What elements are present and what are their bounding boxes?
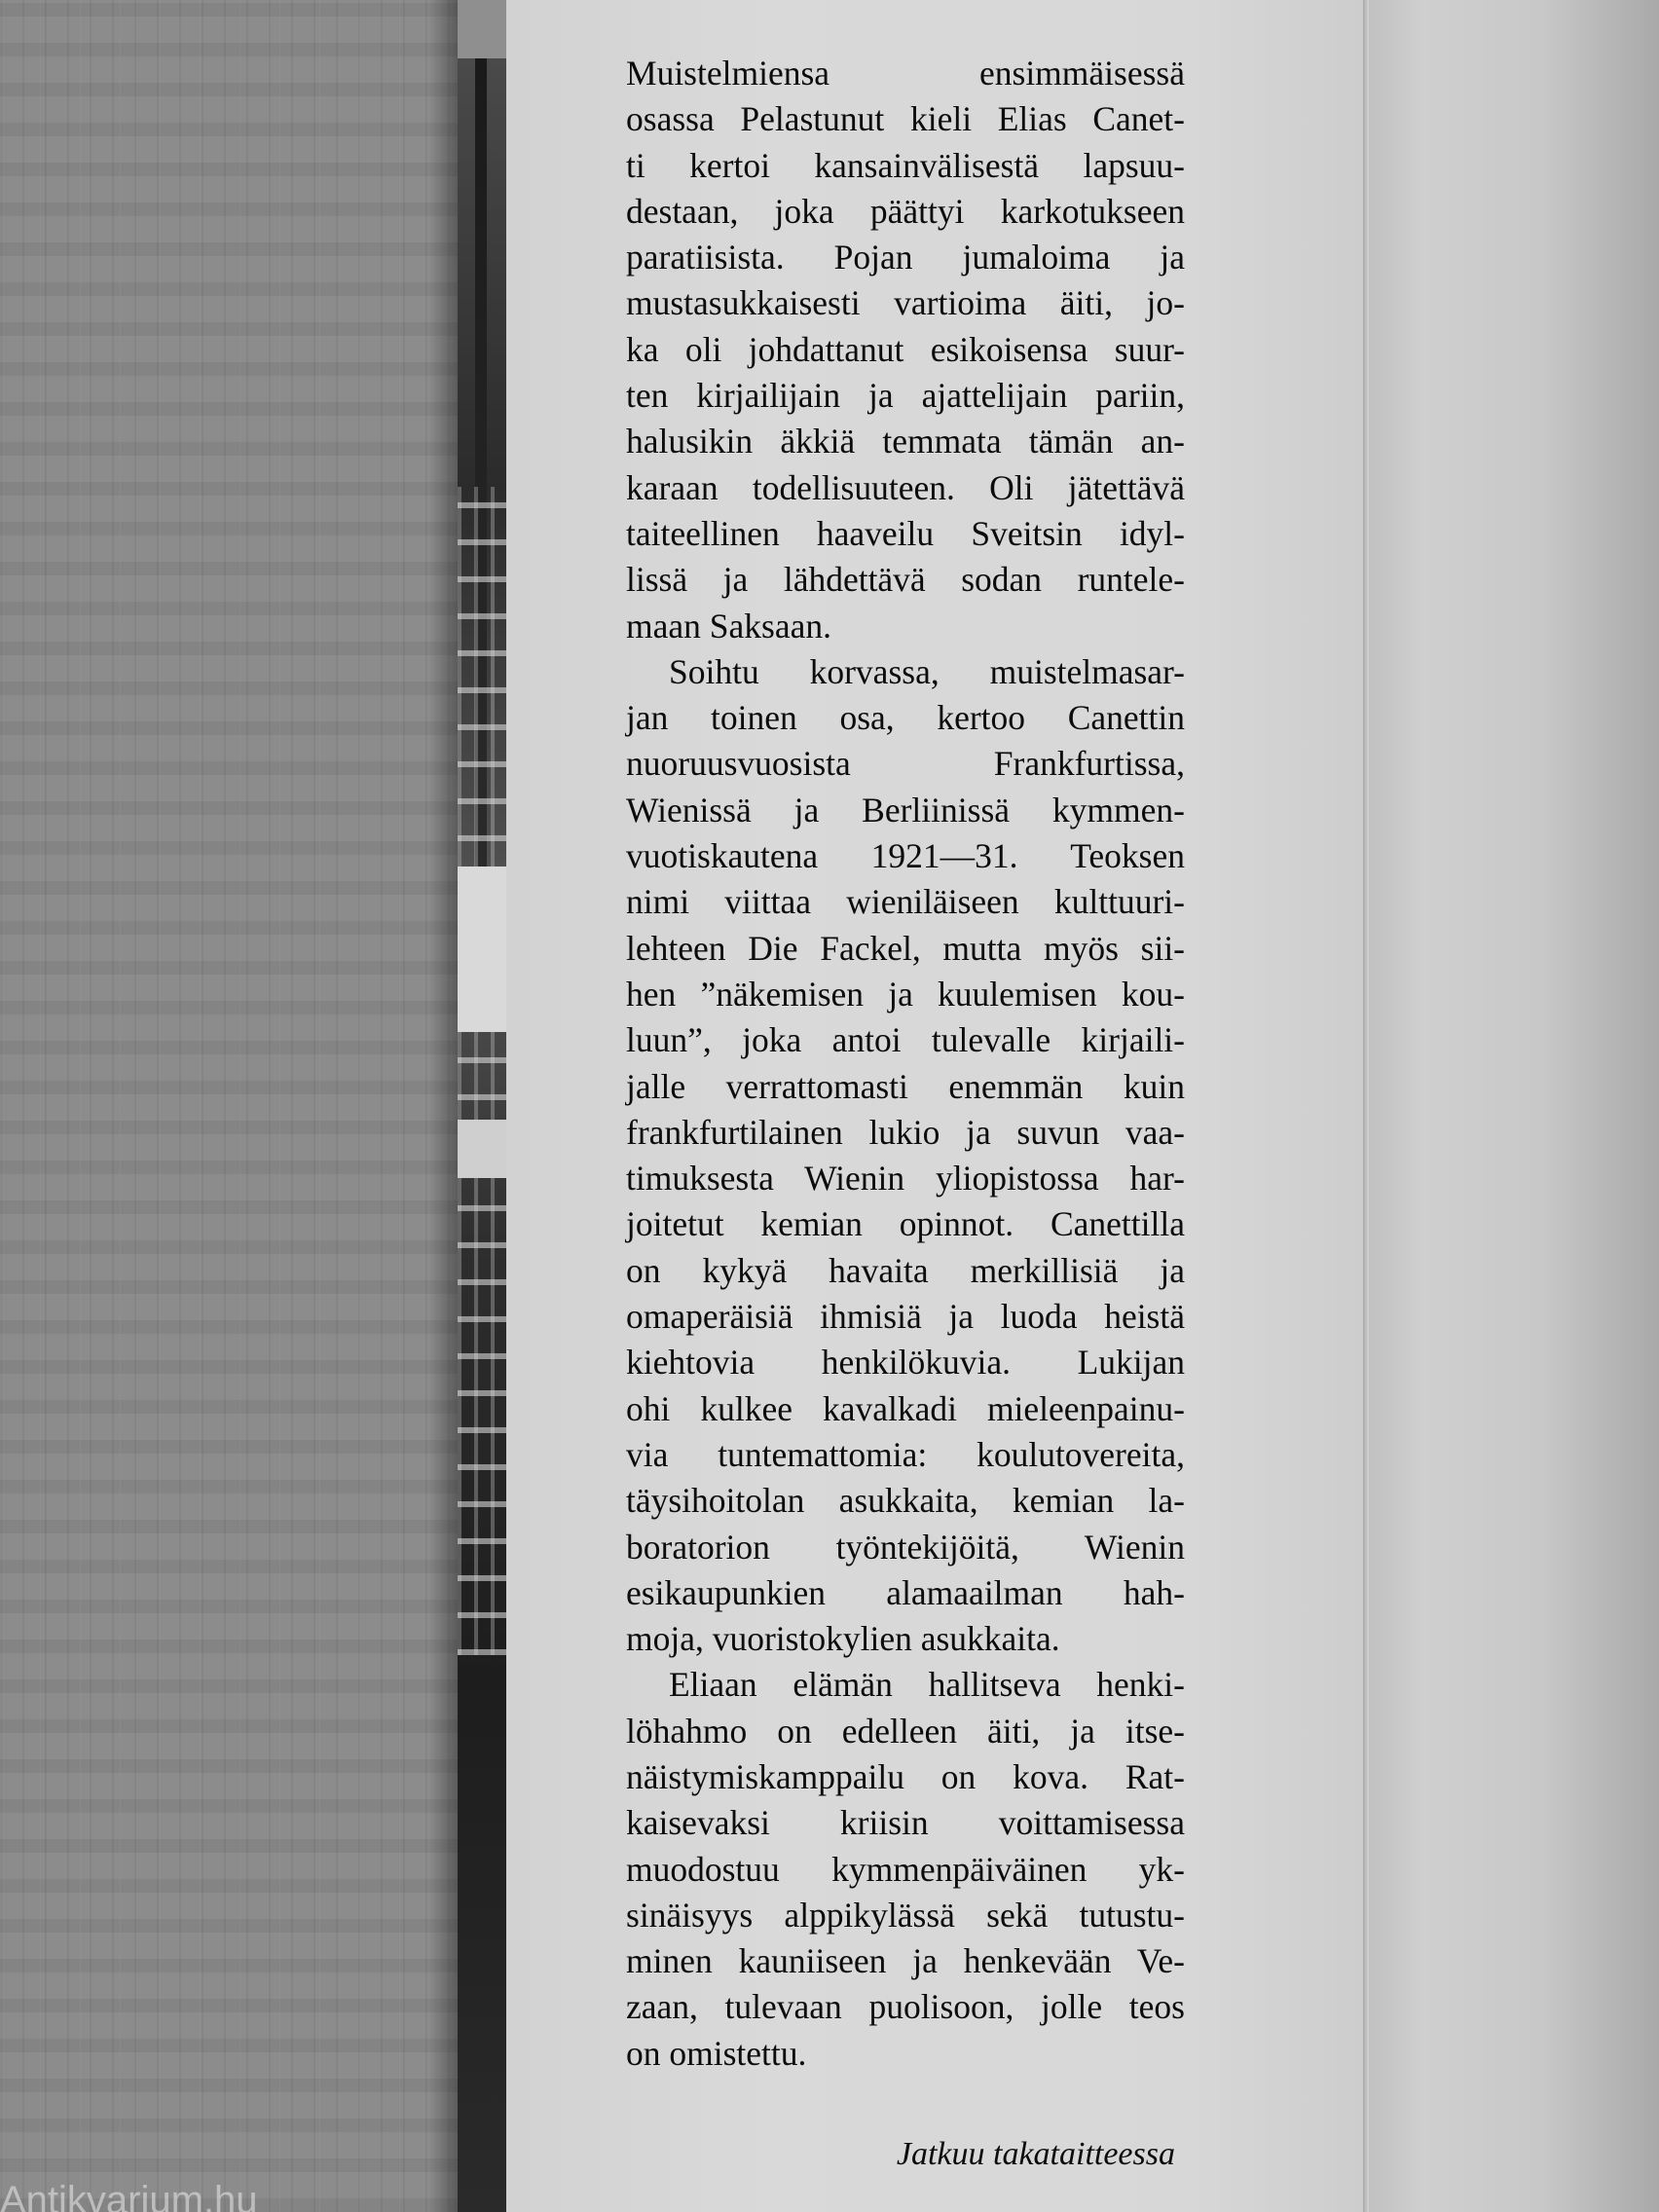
text-line: Muistelmiensa ensimmäisessä (626, 54, 1185, 92)
text-line: jalle verrattomasti enemmän kuin (626, 1066, 1185, 1106)
text-line: kiehtovia henkilökuvia. Lukijan (626, 1343, 1185, 1382)
photo-highlight-block (458, 866, 506, 1032)
photo-highlights (458, 487, 506, 1655)
endpaper (0, 0, 458, 2212)
text-line: boratorion työntekijöitä, Wienin (626, 1527, 1185, 1567)
text-line: näistymiskamppailu on kova. Rat- (626, 1756, 1185, 1796)
text-line: nimi viittaa wieniläiseen kulttuuri- (626, 882, 1185, 922)
page-beyond-flap (1363, 0, 1659, 2212)
watermark: Antikvarium.hu (0, 2181, 258, 2212)
text-line: kaisevaksi kriisin voittamisessa (626, 1803, 1185, 1843)
text-line: ten kirjailijain ja ajattelijain pariin, (626, 376, 1185, 416)
text-line: ka oli johdattanut esikoisensa suur- (626, 329, 1185, 369)
text-line: esikaupunkien alamaailman hah- (626, 1572, 1185, 1612)
text-line: minen kauniiseen ja henkevään Ve- (626, 1941, 1185, 1981)
text-line: timuksesta Wienin yliopistossa har- (626, 1159, 1185, 1198)
text-line: halusikin äkkiä temmata tämän an- (626, 422, 1185, 461)
text-line: nuoruusvuosista Frankfurtissa, (626, 744, 1185, 784)
text-line: Soihtu korvassa, muistelmasar- (669, 651, 1185, 691)
text-line: lehteen Die Fackel, mutta myös sii- (626, 928, 1185, 968)
text-line: zaan, tulevaan puolisoon, jolle teos (626, 1987, 1185, 2027)
spine-shadow (428, 0, 458, 2212)
text-line: on omistettu. (626, 2033, 807, 2073)
text-line: frankfurtilainen lukio ja suvun vaa- (626, 1112, 1185, 1152)
text-line: taiteellinen haaveilu Sveitsin idyl- (626, 513, 1185, 553)
text-line: destaan, joka päättyi karkotukseen (626, 191, 1185, 231)
text-line: paratiisista. Pojan jumaloima ja (626, 238, 1185, 277)
continued-note: Jatkuu takataitteessa (896, 2136, 1175, 2172)
photo-highlight-block (458, 1120, 506, 1178)
flap-text (626, 51, 1185, 2077)
text-line: omaperäisiä ihmisiä ja luoda heistä (626, 1297, 1185, 1337)
cover-photo-strip (458, 58, 506, 2212)
text-line: osassa Pelastunut kieli Elias Canet- (626, 99, 1185, 139)
text-line: maan Saksaan. (626, 606, 831, 645)
text-line: on kykyä havaita merkillisiä ja (626, 1250, 1185, 1290)
text-line: muodostuu kymmenpäiväinen yk- (626, 1849, 1185, 1889)
text-line: joitetut kemian opinnot. Canettilla (626, 1204, 1185, 1244)
text-line: täysihoitolan asukkaita, kemian la- (626, 1481, 1185, 1521)
text-line: luun”, joka antoi tulevalle kirjaili- (626, 1020, 1185, 1060)
text-line: jan toinen osa, kertoo Canettin (626, 698, 1185, 738)
text-line: via tuntemattomia: koulutovereita, (626, 1434, 1185, 1474)
text-line: löhahmo on edelleen äiti, ja itse- (626, 1711, 1185, 1751)
paragraph-2 (626, 649, 1185, 1663)
text-line: moja, vuoristokylien asukkaita. (626, 1619, 1060, 1659)
paragraph-1 (626, 51, 1185, 649)
text-line: Wienissä ja Berliinissä kymmen- (626, 790, 1185, 830)
text-line: lissä ja lähdettävä sodan runtele- (626, 560, 1185, 600)
paragraph-3 (626, 1662, 1185, 2077)
text-line: Eliaan elämän hallitseva henki- (669, 1665, 1185, 1705)
flap-fold-edge (1363, 0, 1369, 2212)
text-line: mustasukkaisesti vartioima äiti, jo- (626, 283, 1185, 323)
text-line: ti kertoi kansainvälisestä lapsuu- (626, 145, 1185, 185)
text-line: ohi kulkee kavalkadi mieleenpainu- (626, 1388, 1185, 1428)
text-line: hen ”näkemisen ja kuulemisen kou- (626, 974, 1185, 1014)
text-line: vuotiskautena 1921—31. Teoksen (626, 836, 1185, 876)
text-line: sinäisyys alppikylässä sekä tutustu- (626, 1895, 1185, 1935)
text-line: karaan todellisuuteen. Oli jätettävä (626, 467, 1185, 507)
